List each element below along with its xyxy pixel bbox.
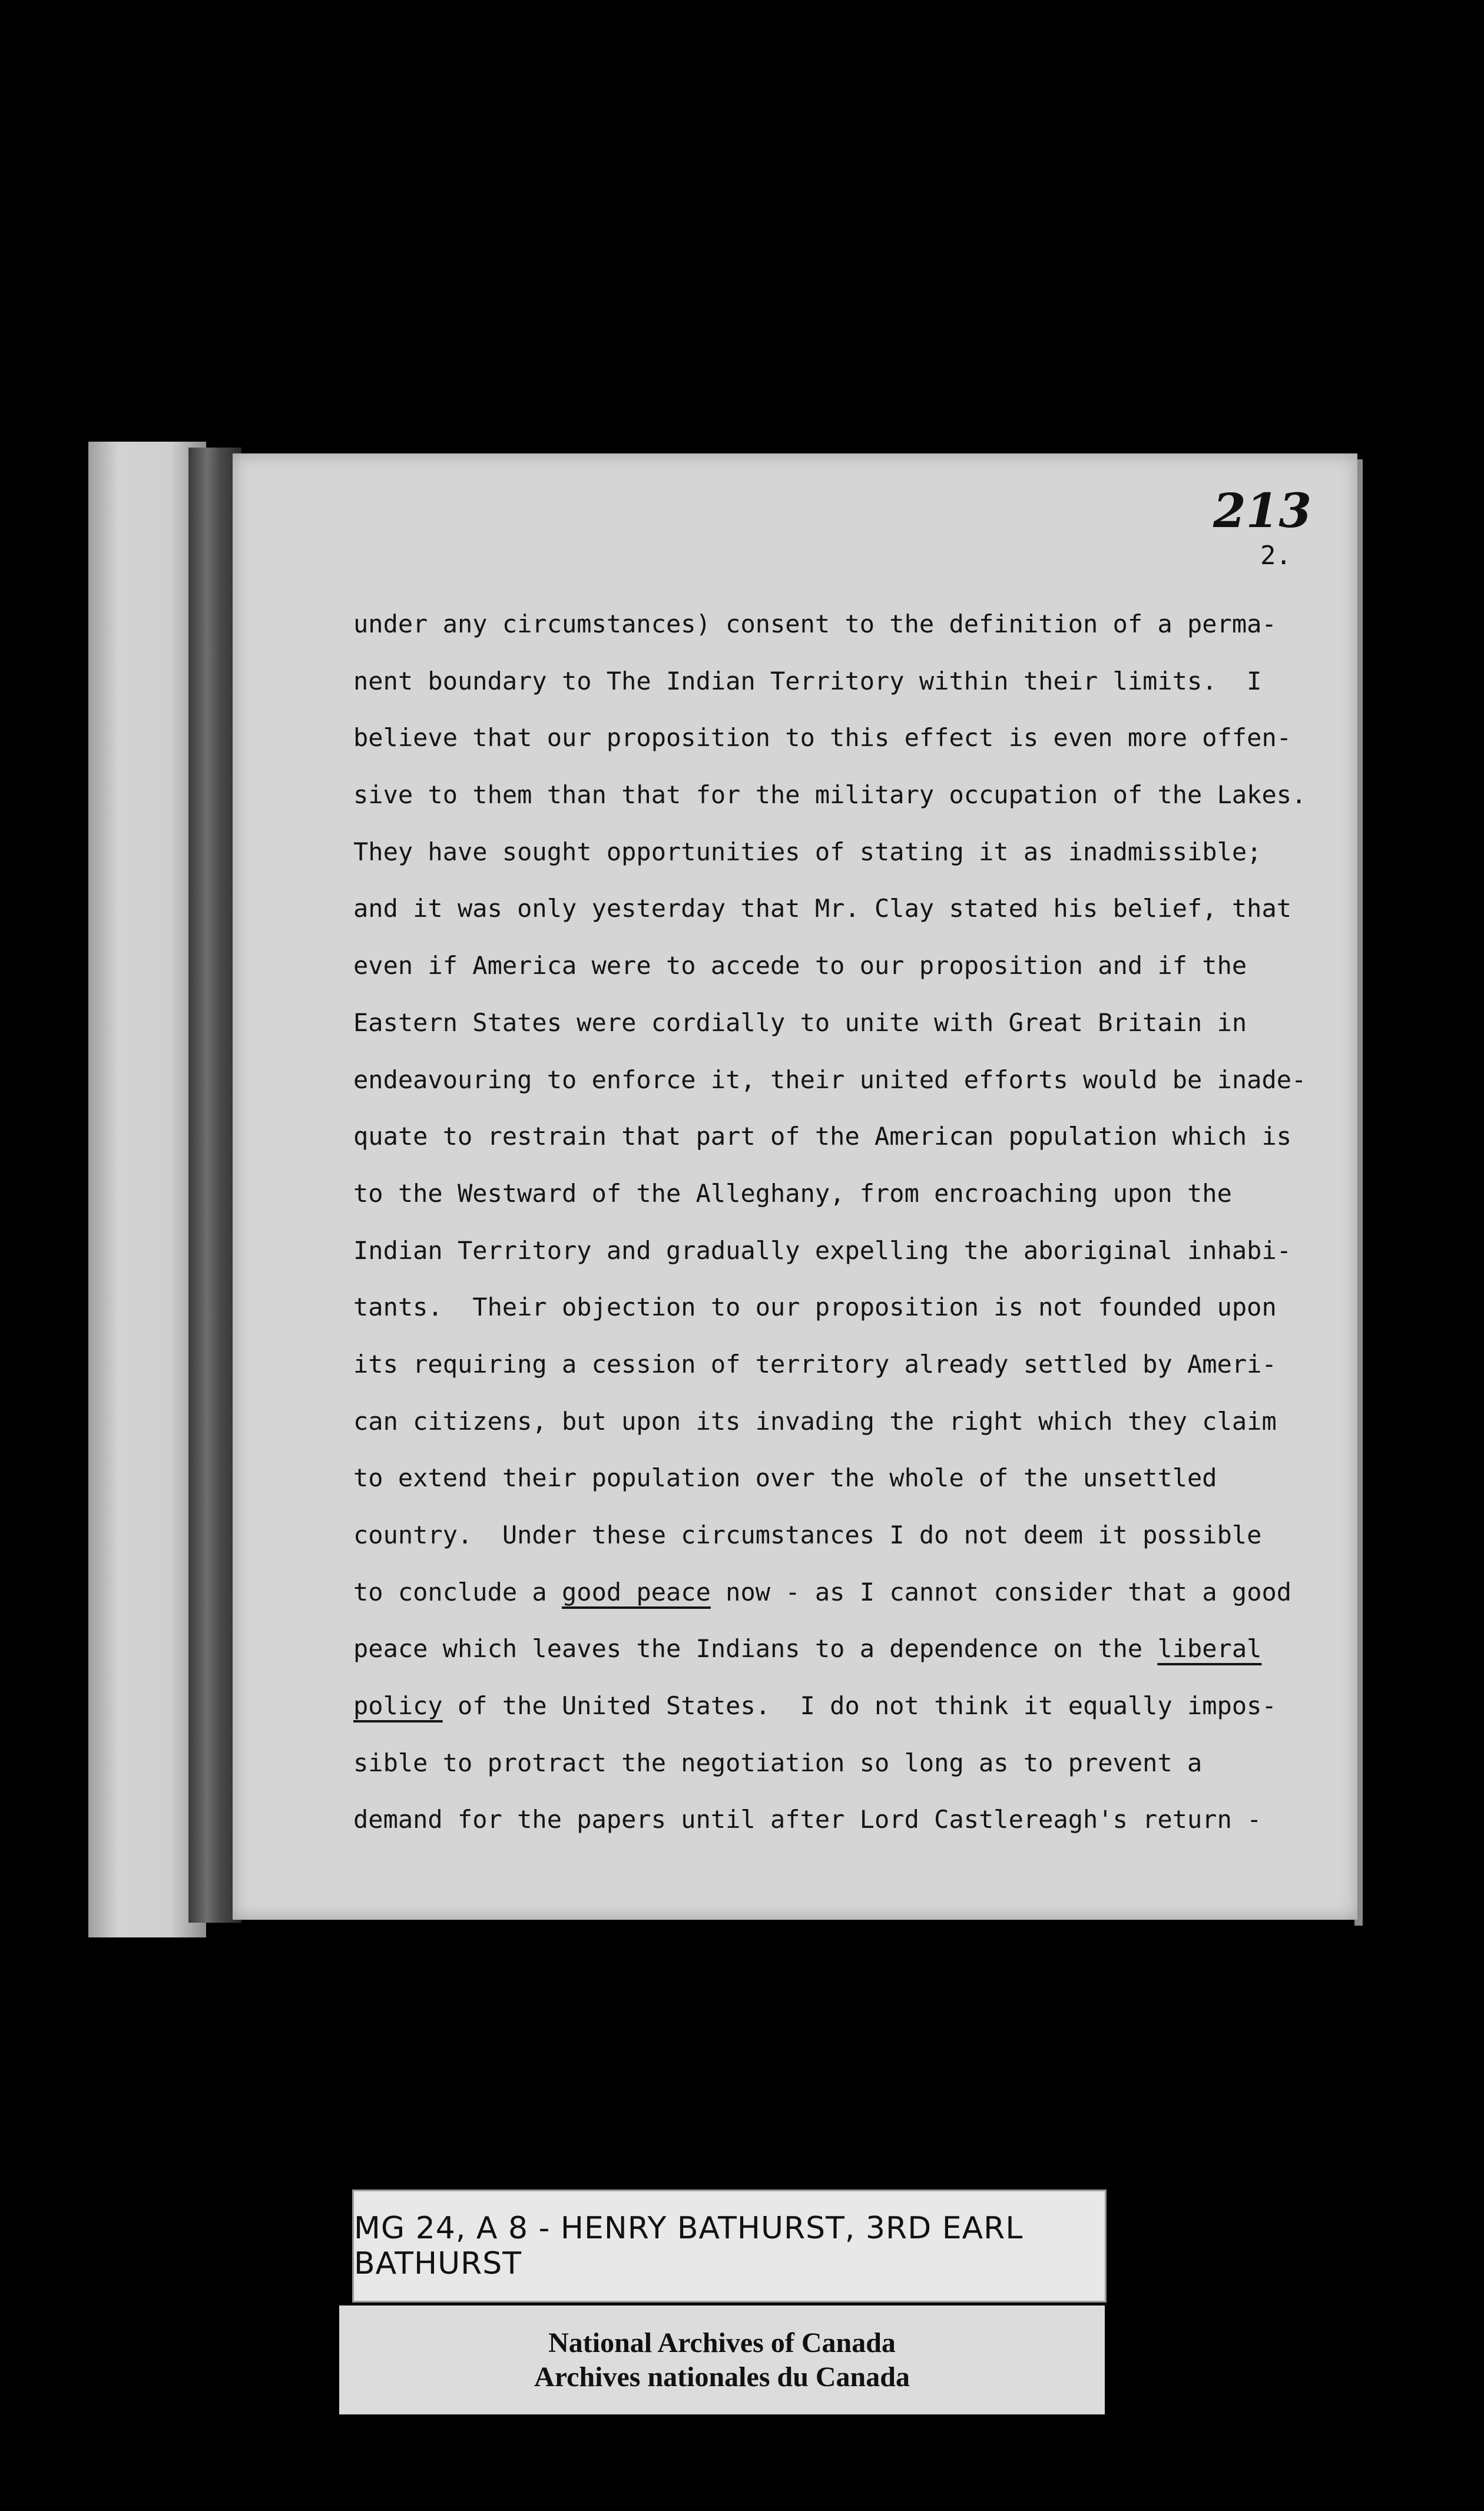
text-line — [353, 1564, 1354, 1621]
text-line — [353, 938, 1354, 995]
text-line — [353, 880, 1354, 938]
text-segment: country. Under these circumstances I do not deem it possible — [353, 1520, 1262, 1549]
text-line — [353, 1621, 1354, 1678]
text-segment: to the Westward of the Alleghany, from encroaching upon the — [353, 1178, 1232, 1208]
text-segment: to conclude a — [353, 1577, 562, 1606]
text-segment: Indian Territory and gradually expelling the aboriginal inhabi- — [353, 1235, 1292, 1265]
text-segment: even if America were to accede to our proposition and if the — [353, 951, 1247, 980]
text-line — [353, 1279, 1354, 1336]
text-line — [353, 1450, 1354, 1507]
text-line — [353, 1507, 1354, 1564]
archives-name-french: Archives nationales du Canada — [534, 2361, 910, 2393]
text-segment: can citizens, but upon its invading the right which they claim — [353, 1406, 1277, 1436]
text-line — [353, 1052, 1354, 1109]
text-line — [353, 653, 1354, 710]
text-line — [353, 1165, 1354, 1223]
text-line — [353, 1223, 1354, 1280]
text-line — [353, 767, 1354, 824]
text-line — [353, 995, 1354, 1052]
text-segment: They have sought opportunities of stating it as inadmissible; — [353, 837, 1262, 866]
text-segment: under any circumstances) consent to the definition of a perma- — [353, 609, 1277, 638]
text-segment: tants. Their objection to our proposition is not founded upon — [353, 1293, 1277, 1322]
text-segment: believe that our proposition to this effect is even more offen- — [353, 723, 1292, 753]
text-segment: nent boundary to The Indian Territory within their limits. I — [353, 666, 1262, 695]
collection-label: MG 24, A 8 - HENRY BATHURST, 3RD EARL BATHURST — [352, 2189, 1107, 2303]
archives-stamp — [339, 2305, 1105, 2414]
text-segment: Eastern States were cordially to unite with Great Britain in — [353, 1008, 1247, 1037]
underlined-phrase: liberal — [1157, 1634, 1262, 1664]
text-segment: of the United States. I do not think it equally impos- — [442, 1691, 1277, 1721]
text-segment: to extend their population over the whole of the unsettled — [353, 1463, 1217, 1493]
text-line — [353, 1791, 1354, 1849]
text-segment: quate to restrain that part of the American population which is — [353, 1122, 1292, 1151]
text-segment: peace which leaves the Indians to a dependence on the — [353, 1634, 1158, 1664]
text-line — [353, 824, 1354, 881]
text-line — [353, 1393, 1354, 1450]
text-segment: sive to them than that for the military occupation of the Lakes. — [353, 780, 1307, 810]
underlined-phrase: good peace — [562, 1577, 711, 1606]
text-line — [353, 1735, 1354, 1792]
text-segment: its requiring a cession of territory already settled by Ameri- — [353, 1349, 1277, 1379]
text-line — [353, 710, 1354, 767]
text-segment: demand for the papers until after Lord Castlereagh's return - — [353, 1805, 1262, 1834]
typed-letter-body — [353, 596, 1354, 1849]
text-line — [353, 1678, 1354, 1735]
text-segment: endeavouring to enforce it, their united efforts would be inade- — [353, 1065, 1307, 1094]
text-line — [353, 1108, 1354, 1165]
archives-name-english: National Archives of Canada — [548, 2327, 896, 2358]
text-line — [353, 596, 1354, 653]
underlined-phrase: policy — [353, 1691, 443, 1721]
text-segment: sible to protract the negotiation so long as to prevent a — [353, 1748, 1203, 1777]
text-segment: and it was only yesterday that Mr. Clay stated his belief, that — [353, 894, 1292, 923]
text-line — [353, 1336, 1354, 1393]
folio-number: 213 — [1213, 483, 1311, 538]
page-number: 2. — [1260, 541, 1291, 571]
text-segment: now - as I cannot consider that a good — [710, 1577, 1292, 1606]
